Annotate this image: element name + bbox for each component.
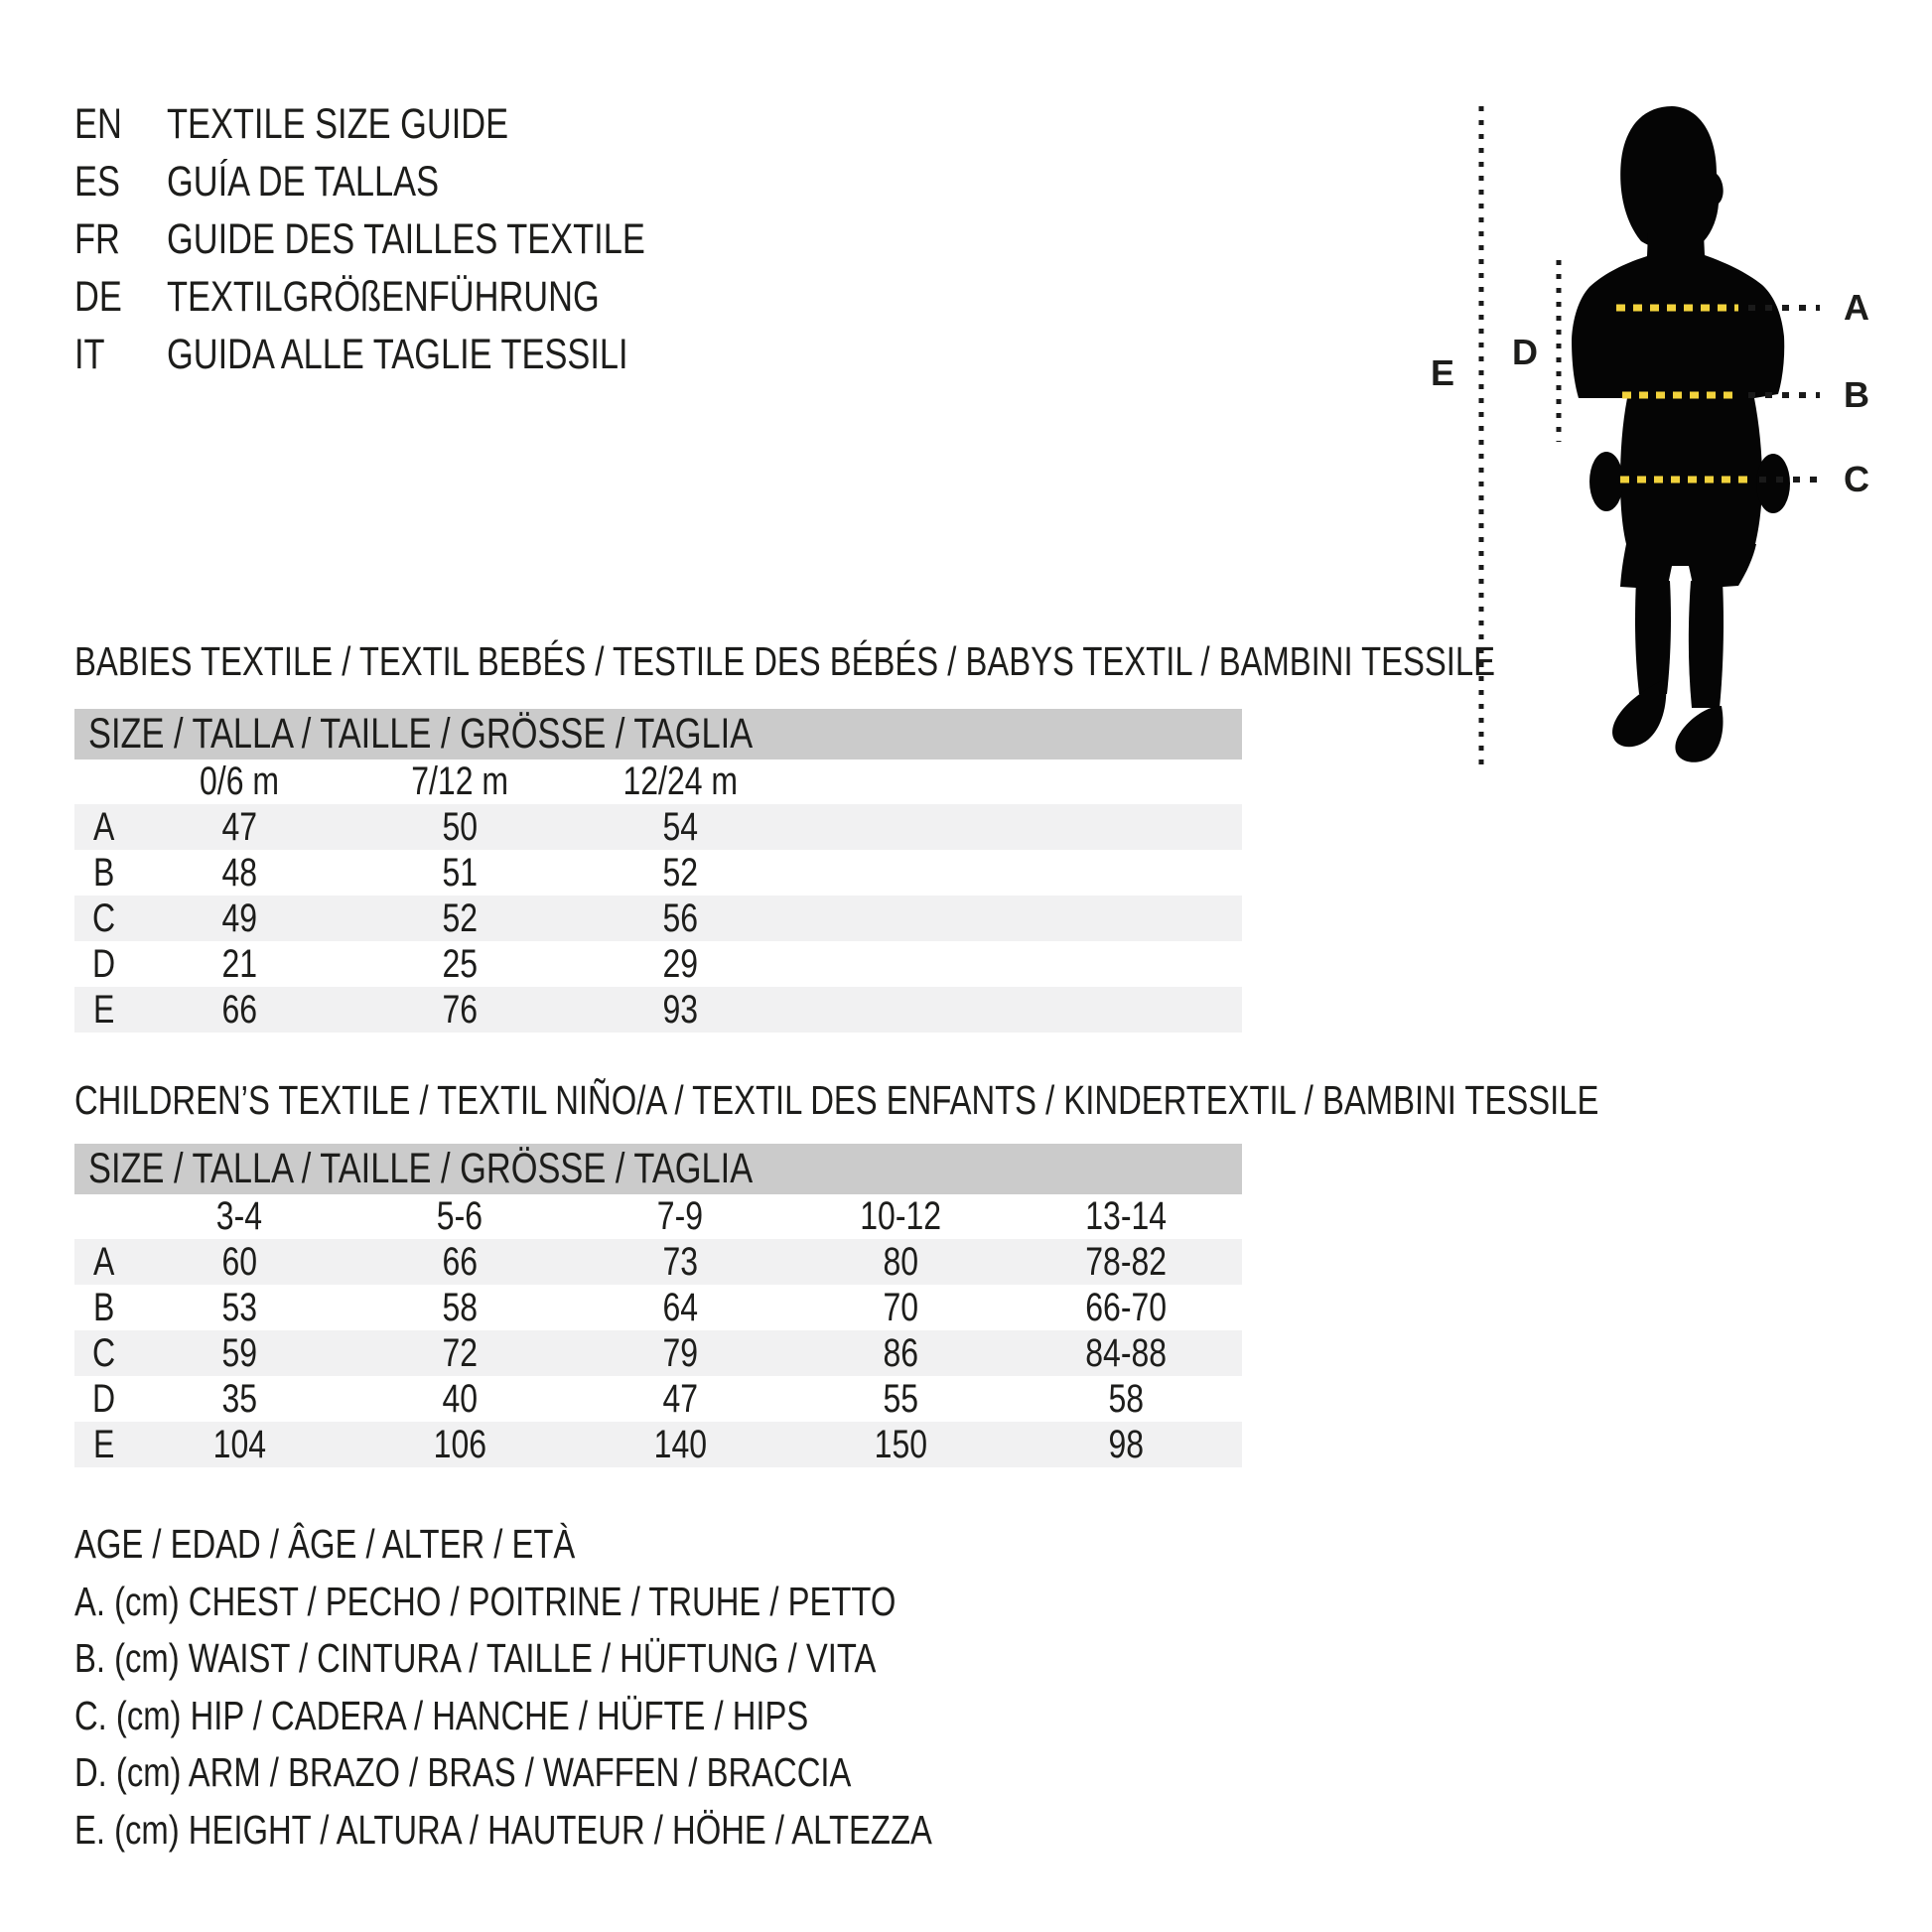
title-de: TEXTILGRÖßENFÜHRUNG bbox=[167, 272, 600, 321]
legend-chest: A. (cm) CHEST / PECHO / POITRINE / TRUHE / PETTO bbox=[74, 1578, 897, 1624]
cell-value: 84-88 bbox=[1085, 1330, 1168, 1375]
table-row bbox=[74, 804, 1242, 850]
table-row bbox=[74, 1239, 1242, 1285]
cell-value: 59 bbox=[221, 1330, 257, 1375]
cell-value: 93 bbox=[662, 987, 698, 1032]
babies-size-table bbox=[74, 759, 1242, 1033]
cell-value: 54 bbox=[662, 804, 698, 849]
cell-value: 48 bbox=[221, 850, 257, 895]
silhouette-right-shoe bbox=[1675, 706, 1723, 762]
cell-value: 51 bbox=[442, 850, 478, 895]
cell-value: 53 bbox=[221, 1285, 257, 1329]
figure-label-c: C bbox=[1844, 459, 1869, 499]
row-label: A bbox=[93, 1239, 115, 1284]
figure-label-e: E bbox=[1430, 352, 1455, 393]
cell-value: 52 bbox=[442, 896, 478, 940]
column-header: 5-6 bbox=[436, 1194, 483, 1238]
cell-value: 60 bbox=[221, 1239, 257, 1284]
cell-value: 58 bbox=[1108, 1376, 1145, 1421]
figure-label-b: B bbox=[1844, 374, 1869, 415]
row-label: B bbox=[93, 850, 115, 895]
cell-value: 35 bbox=[221, 1376, 257, 1421]
title-es: GUÍA DE TALLAS bbox=[167, 157, 440, 206]
title-fr: GUIDE DES TAILLES TEXTILE bbox=[167, 214, 645, 263]
cell-value: 98 bbox=[1108, 1422, 1145, 1466]
cell-value: 29 bbox=[662, 941, 698, 986]
row-label: C bbox=[92, 896, 116, 940]
cell-value: 55 bbox=[883, 1376, 918, 1421]
babies-column-header-row bbox=[74, 759, 1242, 804]
children-size-table bbox=[74, 1194, 1242, 1467]
column-header: 13-14 bbox=[1085, 1194, 1168, 1238]
cell-value: 52 bbox=[662, 850, 698, 895]
row-label: E bbox=[93, 987, 115, 1032]
silhouette-right-hand bbox=[1756, 454, 1790, 513]
title-en: TEXTILE SIZE GUIDE bbox=[167, 99, 509, 148]
babies-section-heading: BABIES TEXTILE / TEXTIL BEBÉS / TESTILE DES BÉBÉS / BABYS TEXTIL / BAMBINI TESSILE bbox=[74, 638, 1495, 684]
column-header: 7/12 m bbox=[411, 759, 508, 803]
children-column-header-row bbox=[74, 1194, 1242, 1239]
legend-hip: C. (cm) HIP / CADERA / HANCHE / HÜFTE / HIPS bbox=[74, 1692, 809, 1738]
cell-value: 86 bbox=[883, 1330, 918, 1375]
cell-value: 73 bbox=[662, 1239, 698, 1284]
cell-value: 140 bbox=[653, 1422, 707, 1466]
silhouette-head bbox=[1620, 106, 1723, 250]
cell-value: 47 bbox=[662, 1376, 698, 1421]
cell-value: 70 bbox=[883, 1285, 918, 1329]
column-header: 10-12 bbox=[860, 1194, 941, 1238]
column-header: 3-4 bbox=[215, 1194, 263, 1238]
language-row-en bbox=[74, 95, 764, 153]
cell-value: 150 bbox=[874, 1422, 927, 1466]
cell-value: 66 bbox=[221, 987, 257, 1032]
cell-value: 72 bbox=[442, 1330, 478, 1375]
column-header: 7-9 bbox=[656, 1194, 704, 1238]
cell-value: 79 bbox=[662, 1330, 698, 1375]
cell-value: 66 bbox=[442, 1239, 478, 1284]
cell-value: 58 bbox=[442, 1285, 478, 1329]
table-row bbox=[74, 1422, 1242, 1467]
figure-label-a: A bbox=[1844, 287, 1869, 328]
language-code-en: EN bbox=[74, 99, 122, 148]
language-code-it: IT bbox=[74, 330, 105, 378]
cell-value: 47 bbox=[221, 804, 257, 849]
measurement-legend bbox=[74, 1516, 1147, 1859]
cell-value: 80 bbox=[883, 1239, 918, 1284]
language-code-de: DE bbox=[74, 272, 122, 321]
measurement-figure bbox=[1410, 84, 1896, 794]
cell-value: 40 bbox=[442, 1376, 478, 1421]
legend-arm: D. (cm) ARM / BRAZO / BRAS / WAFFEN / BRACCIA bbox=[74, 1749, 852, 1796]
table-row bbox=[74, 850, 1242, 896]
cell-value: 49 bbox=[221, 896, 257, 940]
cell-value: 50 bbox=[442, 804, 478, 849]
cell-value: 66-70 bbox=[1085, 1285, 1168, 1329]
row-label: C bbox=[92, 1330, 116, 1375]
babies-size-header-bar: SIZE / TALLA / TAILLE / GRÖSSE / TAGLIA bbox=[74, 709, 1242, 759]
row-label: E bbox=[93, 1422, 115, 1466]
table-row bbox=[74, 987, 1242, 1033]
row-label: D bbox=[92, 1376, 116, 1421]
row-label: B bbox=[93, 1285, 115, 1329]
child-silhouette-diagram bbox=[1410, 84, 1896, 794]
table-row bbox=[74, 896, 1242, 941]
table-row bbox=[74, 941, 1242, 987]
table-row bbox=[74, 1376, 1242, 1422]
cell-value: 106 bbox=[433, 1422, 486, 1466]
language-title-block bbox=[74, 95, 764, 383]
children-size-header-bar: SIZE / TALLA / TAILLE / GRÖSSE / TAGLIA bbox=[74, 1144, 1242, 1194]
cell-value: 21 bbox=[221, 941, 257, 986]
cell-value: 64 bbox=[662, 1285, 698, 1329]
row-label: A bbox=[93, 804, 115, 849]
cell-value: 56 bbox=[662, 896, 698, 940]
legend-height: E. (cm) HEIGHT / ALTURA / HAUTEUR / HÖHE / ALTEZZA bbox=[74, 1806, 932, 1853]
cell-value: 104 bbox=[212, 1422, 266, 1466]
cell-value: 25 bbox=[442, 941, 478, 986]
language-row-fr bbox=[74, 210, 764, 268]
language-row-de bbox=[74, 268, 764, 326]
title-it: GUIDA ALLE TAGLIE TESSILI bbox=[167, 330, 628, 378]
language-row-it bbox=[74, 326, 764, 383]
silhouette-left-hand bbox=[1589, 452, 1623, 511]
language-code-fr: FR bbox=[74, 214, 120, 263]
legend-waist: B. (cm) WAIST / CINTURA / TAILLE / HÜFTUNG / VITA bbox=[74, 1635, 877, 1682]
figure-label-d: D bbox=[1512, 332, 1538, 372]
legend-age: AGE / EDAD / ÂGE / ALTER / ETÀ bbox=[74, 1521, 576, 1568]
cell-value: 76 bbox=[442, 987, 478, 1032]
row-label: D bbox=[92, 941, 116, 986]
column-header: 12/24 m bbox=[622, 759, 738, 803]
column-header: 0/6 m bbox=[199, 759, 280, 803]
children-section-heading: CHILDREN’S TEXTILE / TEXTIL NIÑO/A / TEXTIL DES ENFANTS / KINDERTEXTIL / BAMBINI TESSILE bbox=[74, 1077, 1599, 1123]
table-row bbox=[74, 1285, 1242, 1330]
cell-value: 78-82 bbox=[1085, 1239, 1168, 1284]
table-row bbox=[74, 1330, 1242, 1376]
language-row-es bbox=[74, 153, 764, 210]
language-code-es: ES bbox=[74, 157, 120, 206]
